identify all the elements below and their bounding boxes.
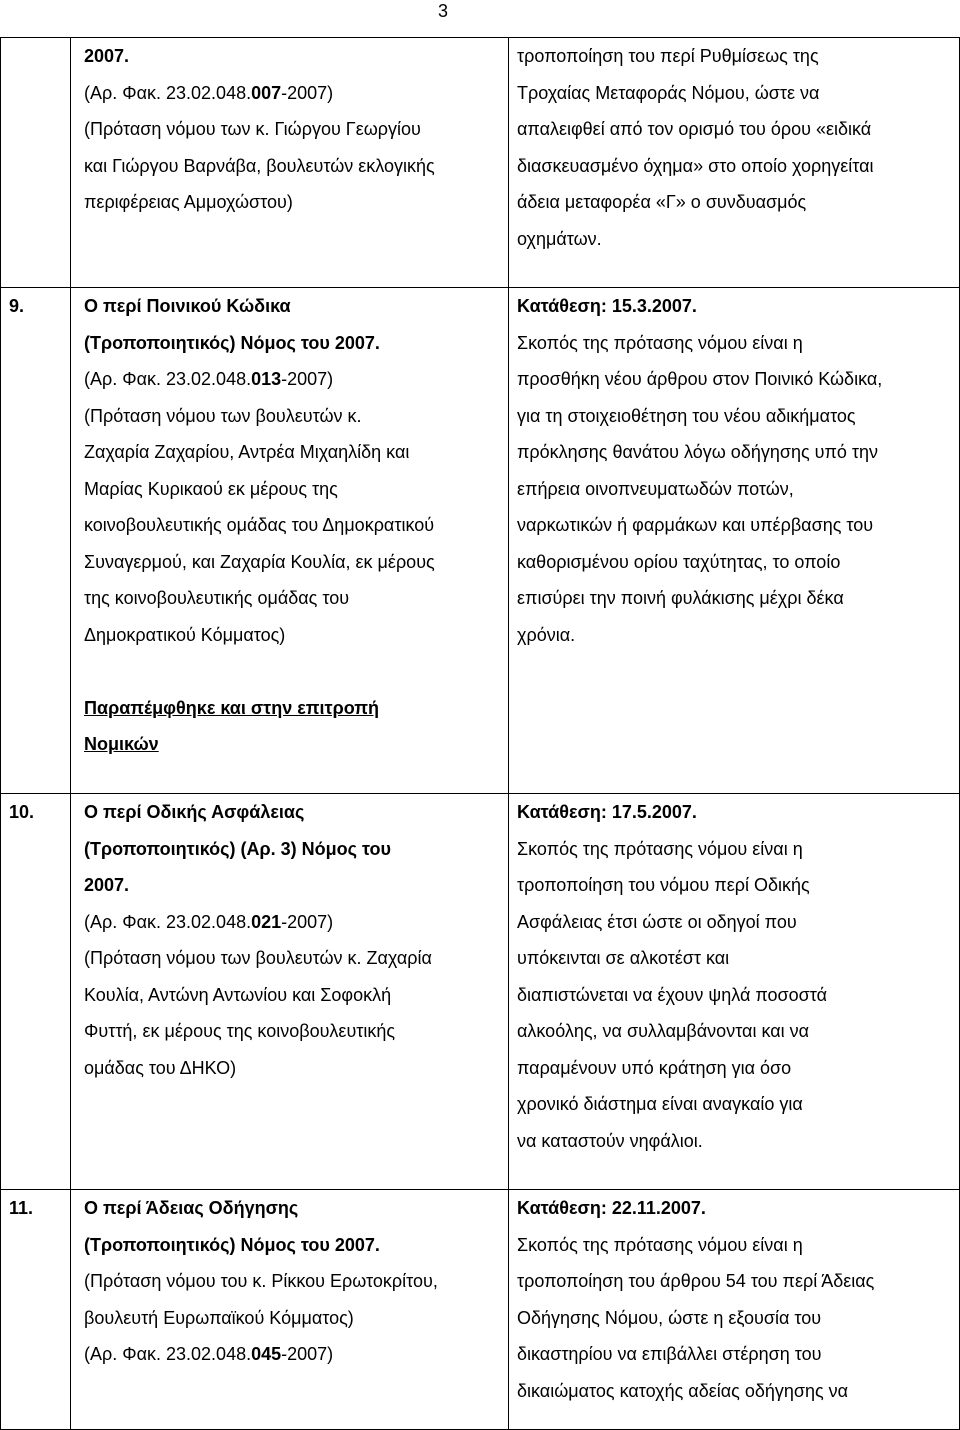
bill-title-line: (Αρ. Φακ. 23.02.048.021-2007) (84, 911, 334, 932)
description-line: ναρκωτικών ή φαρμάκων και υπέρβασης του (517, 515, 874, 535)
description-line: καθορισμένου ορίου ταχύτητας, το οποίο (517, 551, 841, 572)
bill-description-cell (509, 1190, 960, 1430)
submission-date: Κατάθεση: 22.11.2007. (517, 1198, 706, 1218)
bill-title-line: Μαρίας Κυρικαού εκ μέρους της (84, 478, 338, 499)
referral-note: Νομικών (84, 734, 159, 754)
description-line: Οδήγησης Νόμου, ώστε η εξουσία του (517, 1307, 822, 1328)
table-row (1, 288, 960, 794)
description-line: χρόνια. (517, 624, 576, 645)
spacer (84, 653, 508, 690)
description-line: δικαστηρίου να επιβάλλει στέρηση του (517, 1344, 822, 1364)
bill-title-line: Κουλία, Αντώνη Αντωνίου και Σοφοκλή (84, 984, 392, 1005)
description-line: για τη στοιχειοθέτηση του νέου αδικήματος (517, 405, 856, 426)
description-line: άδεια μεταφορέα «Γ» ο συνδυασμός (517, 192, 807, 212)
bill-title-line: 2007. (84, 875, 130, 895)
bill-title-line: και Γιώργου Βαρνάβα, βουλευτών εκλογικής (84, 155, 435, 176)
bill-title-line: ομάδας του ΔΗΚΟ) (84, 1057, 237, 1078)
bill-description-cell (509, 38, 960, 288)
file-number-bold: 007 (251, 82, 282, 103)
bill-title-line: κοινοβουλευτικής ομάδας του Δημοκρατικού (84, 515, 435, 535)
bill-title-line: βουλευτή Ευρωπαϊκού Κόμματος) (84, 1307, 354, 1328)
table-row (1, 1190, 960, 1430)
file-number-bold: 045 (251, 1344, 282, 1364)
description-line: επήρεια οινοπνευματωδών ποτών, (517, 478, 794, 499)
bill-title-cell (71, 288, 509, 794)
bill-title-line: της κοινοβουλευτικής ομάδας του (84, 588, 350, 608)
description-line: δικαιώματος κατοχής αδείας οδήγησης να (517, 1380, 849, 1401)
description-line: Σκοπός της πρότασης νόμου είναι η (517, 838, 803, 859)
table-row (1, 38, 960, 288)
bill-title-cell (71, 794, 509, 1190)
bill-title-line: Ο περί Άδειας Οδήγησης (84, 1198, 299, 1218)
description-line: προσθήκη νέου άρθρου στον Ποινικό Κώδικα, (517, 369, 883, 389)
item-number: 9. (1, 288, 71, 794)
bill-title-line: Ο περί Οδικής Ασφάλειας (84, 802, 305, 822)
description-line: υπόκεινται σε αλκοτέστ και (517, 948, 730, 968)
description-line: Ασφάλειας έτσι ώστε οι οδηγοί που (517, 911, 797, 932)
description-line: παραμένουν υπό κράτηση για όσο (517, 1057, 792, 1078)
description-line: τροποποίηση του νόμου περί Οδικής (517, 875, 810, 895)
bill-title-line: 2007. (84, 46, 130, 66)
law-proposals-table (0, 37, 960, 1430)
description-line: διαπιστώνεται να έχουν ψηλά ποσοστά (517, 984, 828, 1005)
bill-title-line: (Τροποποιητικός) (Αρ. 3) Νόμος του (84, 838, 391, 859)
submission-date: Κατάθεση: 15.3.2007. (517, 296, 697, 316)
bill-title-line: (Αρ. Φακ. 23.02.048.007-2007) (84, 82, 334, 103)
bill-title-cell (71, 38, 509, 288)
description-line: αλκοόλης, να συλλαμβάνονται και να (517, 1021, 810, 1041)
bill-title-line: (Πρόταση νόμου του κ. Ρίκκου Ερωτοκρίτου, (84, 1271, 438, 1291)
description-line: Σκοπός της πρότασης νόμου είναι η (517, 332, 803, 353)
description-line: τροποποίηση του άρθρου 54 του περί Άδειας (517, 1271, 875, 1291)
bill-title-line: Συναγερμού, και Ζαχαρία Κουλία, εκ μέρους (84, 551, 435, 572)
bill-title-line: (Αρ. Φακ. 23.02.048.013-2007) (84, 369, 334, 389)
submission-date: Κατάθεση: 17.5.2007. (517, 802, 697, 822)
item-number (1, 38, 71, 288)
bill-description-cell (509, 794, 960, 1190)
bill-description-cell (509, 288, 960, 794)
item-number: 10. (1, 794, 71, 1190)
file-number-bold: 013 (251, 369, 282, 389)
bill-title-line: (Πρόταση νόμου των κ. Γιώργου Γεωργίου (84, 119, 421, 139)
bill-title-line: (Πρόταση νόμου των βουλευτών κ. (84, 405, 362, 426)
description-line: επισύρει την ποινή φυλάκισης μέχρι δέκα (517, 588, 844, 608)
description-line: τροποποίηση του περί Ρυθμίσεως της (517, 46, 819, 66)
bill-title-line: Ο περί Ποινικού Κώδικα (84, 296, 291, 316)
bill-title-line: Φυττή, εκ μέρους της κοινοβουλευτικής (84, 1021, 396, 1041)
description-line: Σκοπός της πρότασης νόμου είναι η (517, 1234, 803, 1255)
table-row (1, 794, 960, 1190)
file-number-bold: 021 (251, 911, 282, 932)
bill-title-line: (Πρόταση νόμου των βουλευτών κ. Ζαχαρία (84, 948, 432, 968)
bill-title-line: (Αρ. Φακ. 23.02.048.045-2007) (84, 1344, 334, 1364)
bill-title-line: (Τροποποιητικός) Νόμος του 2007. (84, 1234, 380, 1255)
description-line: πρόκλησης θανάτου λόγω οδήγησης υπό την (517, 442, 879, 462)
bill-title-line: (Τροποποιητικός) Νόμος του 2007. (84, 332, 380, 353)
item-number: 11. (1, 1190, 71, 1430)
bill-title-line: Ζαχαρία Ζαχαρίου, Αντρέα Μιχαηλίδη και (84, 442, 410, 462)
description-line: χρονικό διάστημα είναι αναγκαίο για (517, 1094, 803, 1114)
referral-note: Παραπέμφθηκε και στην επιτροπή (84, 697, 379, 718)
bill-title-line: περιφέρειας Αμμοχώστου) (84, 192, 293, 212)
description-line: διασκευασμένο όχημα» στο οποίο χορηγείται (517, 155, 874, 176)
description-line: Τροχαίας Μεταφοράς Νόμου, ώστε να (517, 82, 820, 103)
description-line: απαλειφθεί από τον ορισμό του όρου «ειδικά (517, 119, 872, 139)
bill-title-cell (71, 1190, 509, 1430)
bill-title-line: Δημοκρατικού Κόμματος) (84, 624, 286, 645)
description-line: να καταστούν νηφάλιοι. (517, 1130, 703, 1151)
description-line: οχημάτων. (517, 228, 602, 249)
page-number: 3 (437, 1, 448, 21)
